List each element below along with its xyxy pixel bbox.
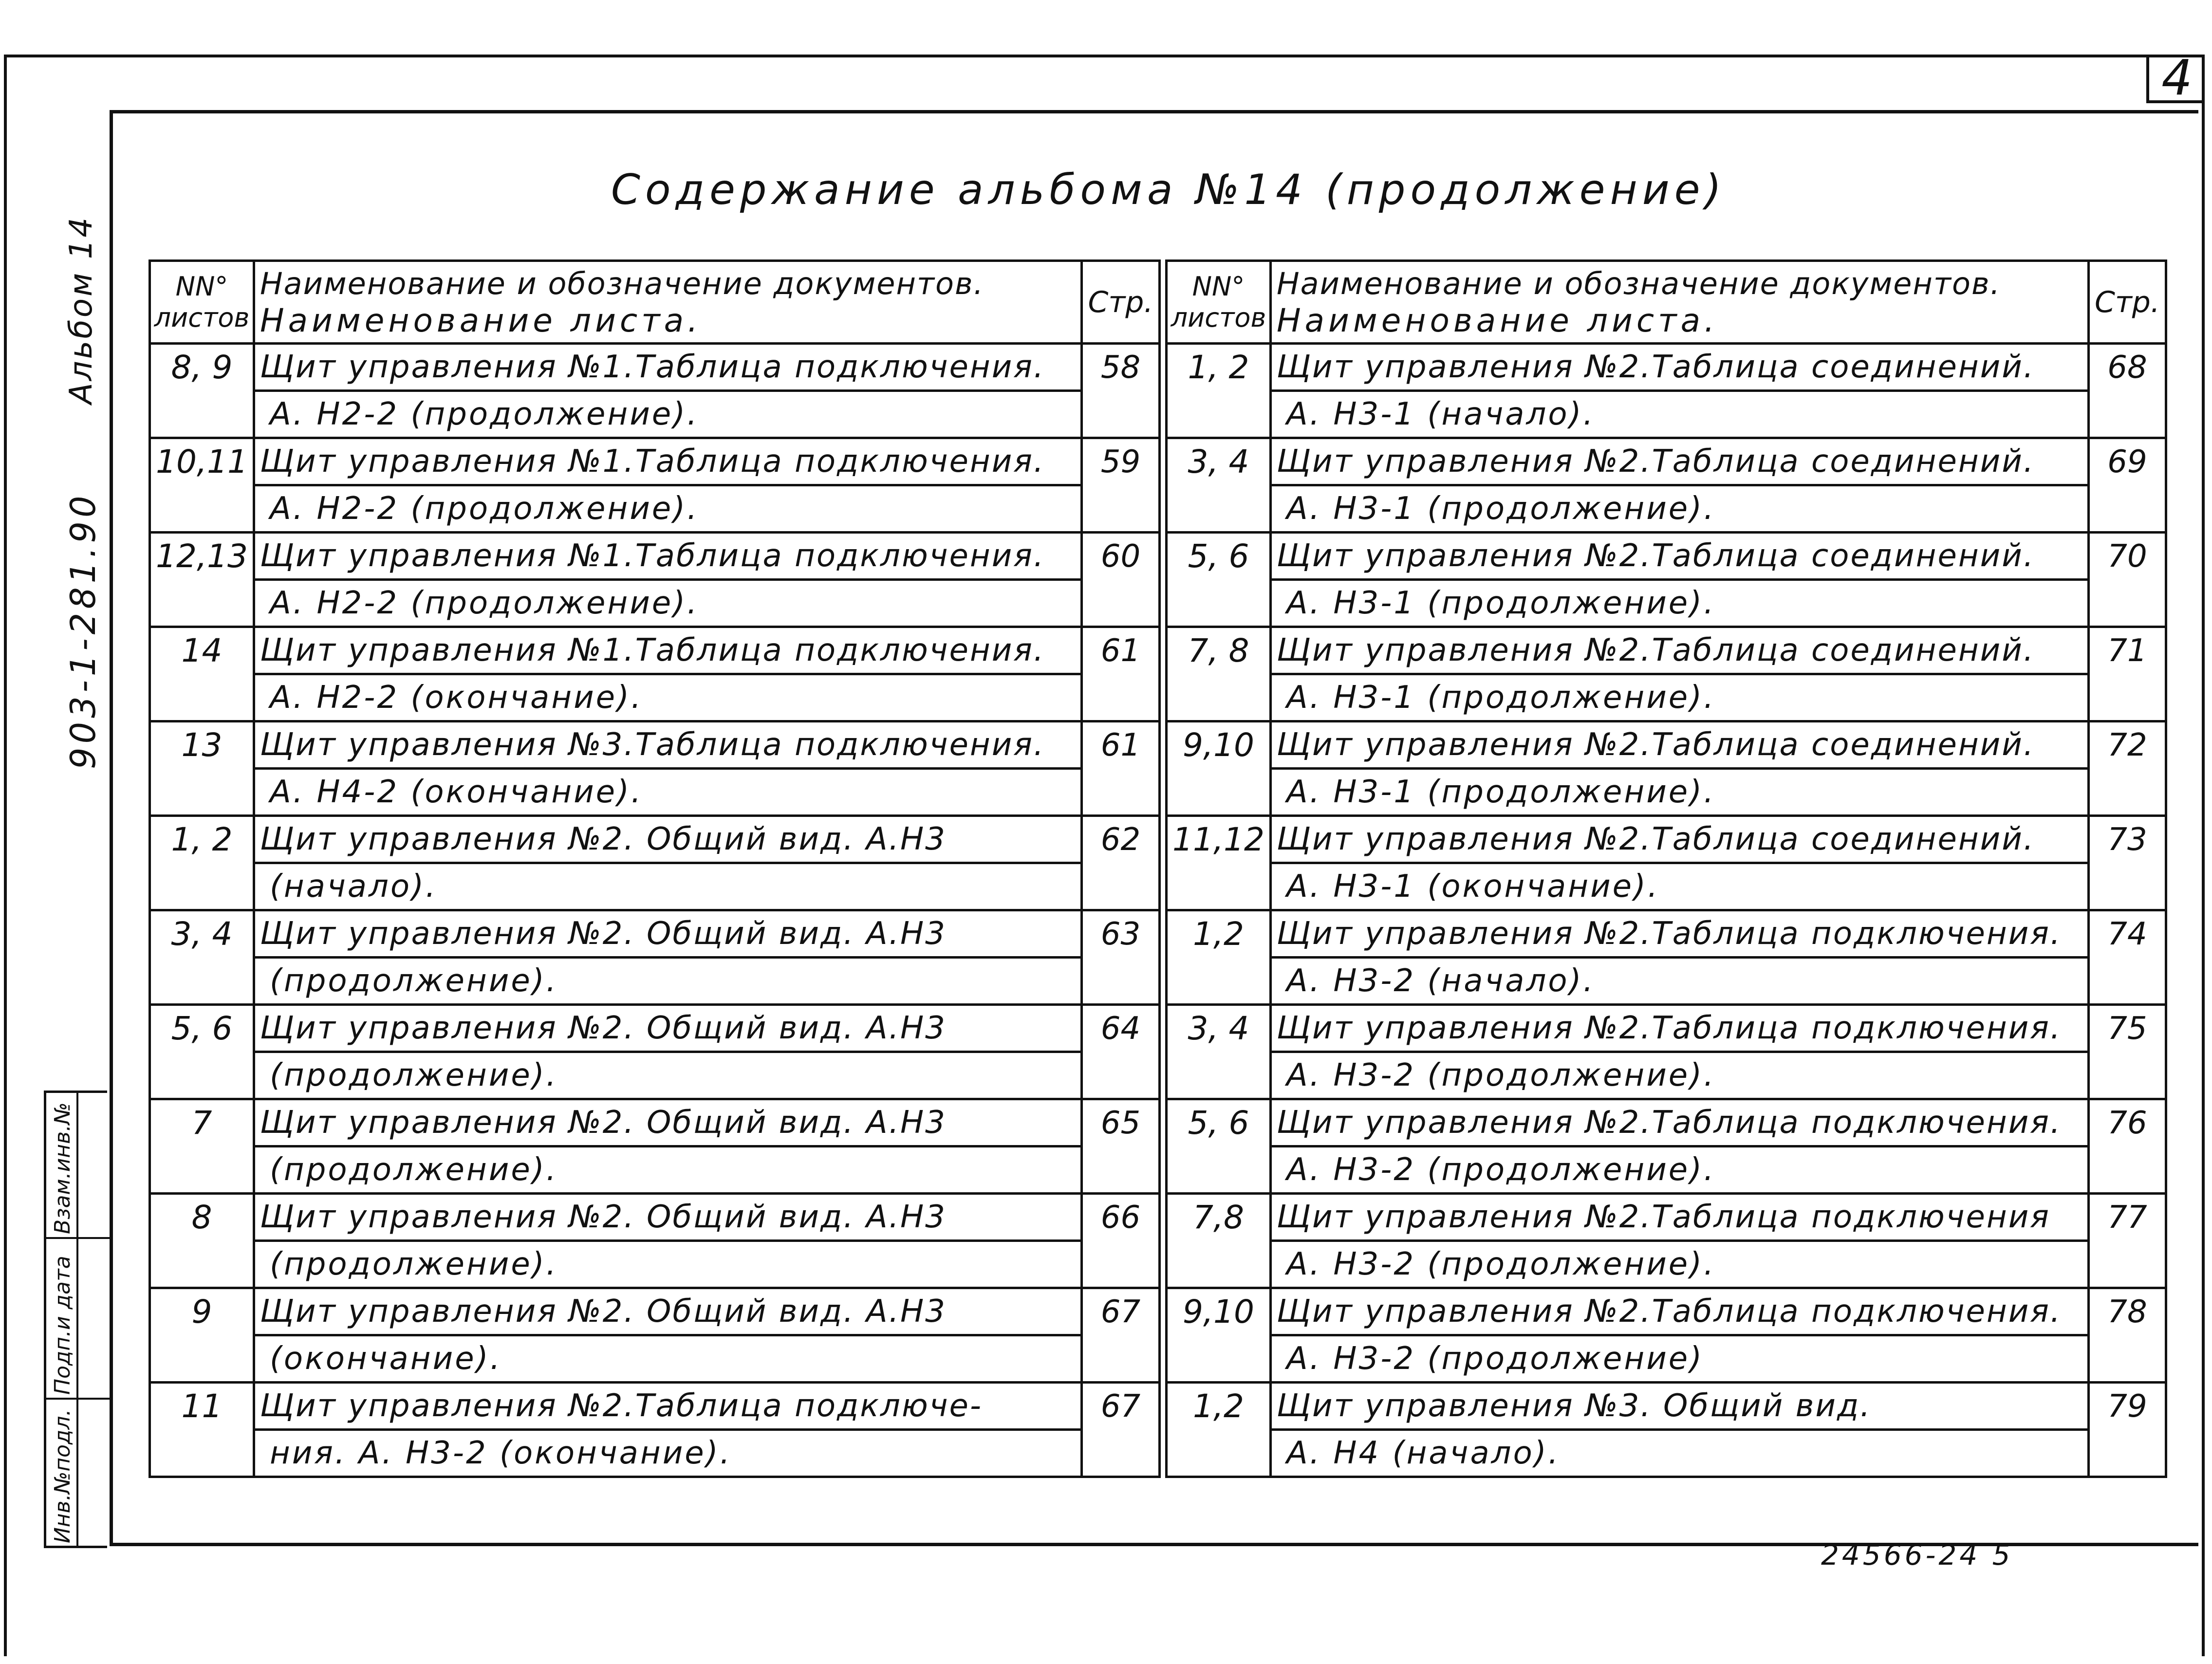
side-stamp: [44, 1091, 107, 1548]
page-number-cell: 76: [2088, 1099, 2166, 1146]
page-number-cell: 70: [2088, 533, 2166, 580]
table-row-continuation: [1167, 485, 2166, 533]
table-row-continuation: [150, 863, 1160, 910]
page-number-cell: 74: [2088, 910, 2166, 958]
table-row: [150, 816, 1160, 863]
sheet-number-cell: 10,11: [150, 438, 254, 485]
header-num-line2: листов: [1171, 302, 1266, 333]
table-row: [150, 1194, 1160, 1241]
header-num-line2: листов: [154, 302, 250, 333]
table-row-continuation: [1167, 769, 2166, 816]
document-name-cell: Щит управления №2. Общий вид. А.Н3: [254, 910, 1081, 958]
sheet-number-cell: 1, 2: [150, 816, 254, 863]
contents-table-right: [1165, 259, 2167, 1478]
empty-cell: [1167, 1430, 1271, 1477]
empty-cell: [1081, 769, 1159, 816]
page-title: Содержание альбома №14 (продолжение): [611, 166, 1727, 214]
document-name-continuation-cell: (продолжение).: [254, 958, 1081, 1005]
sheet-number-cell: 3, 4: [1167, 1005, 1271, 1052]
page-number-cell: 69: [2088, 438, 2166, 485]
table-row-continuation: [1167, 958, 2166, 1005]
sheet-number-cell: 11,12: [1167, 816, 1271, 863]
document-name-cell: Щит управления №2.Таблица соединений.: [1270, 816, 2088, 863]
document-name-cell: Щит управления №1.Таблица подключения.: [254, 344, 1081, 391]
page-number-cell: 79: [2088, 1383, 2166, 1430]
sheet-number: 4: [2146, 55, 2205, 103]
page-number-cell: 60: [1081, 533, 1159, 580]
page-number-cell: 77: [2088, 1194, 2166, 1241]
table-row-continuation: [150, 485, 1160, 533]
sheet-number-cell: 7: [150, 1099, 254, 1146]
table-row-continuation: [1167, 674, 2166, 721]
empty-cell: [1167, 1335, 1271, 1383]
document-name-continuation-cell: (окончание).: [254, 1335, 1081, 1383]
page-number-cell: 59: [1081, 438, 1159, 485]
document-name-cell: Щит управления №2. Общий вид. А.Н3: [254, 816, 1081, 863]
table-row: [1167, 344, 2166, 391]
empty-cell: [1167, 580, 1271, 627]
sheet-number-cell: 3, 4: [150, 910, 254, 958]
sheet-number-cell: 14: [150, 627, 254, 674]
sheet-number-cell: 5, 6: [1167, 533, 1271, 580]
document-name-cell: Щит управления №3.Таблица подключения.: [254, 721, 1081, 769]
document-name-cell: Щит управления №2.Таблица подключения.: [1270, 1005, 2088, 1052]
header-name-line1: Наименование и обозначение документов.: [260, 265, 985, 301]
table-row: [150, 910, 1160, 958]
table-row: [1167, 533, 2166, 580]
header-page: Стр.: [2088, 261, 2166, 344]
stamp-vzam-inv: Взам.инв.№: [50, 1102, 75, 1234]
empty-cell: [2088, 1052, 2166, 1099]
page-number-cell: 61: [1081, 721, 1159, 769]
page-number-cell: 61: [1081, 627, 1159, 674]
empty-cell: [150, 1146, 254, 1194]
document-name-continuation-cell: А. Н2-2 (продолжение).: [254, 391, 1081, 438]
sheet-number-cell: 8, 9: [150, 344, 254, 391]
sheet-number-cell: 8: [150, 1194, 254, 1241]
empty-cell: [150, 391, 254, 438]
header-num-line1: NN°: [1192, 271, 1245, 302]
document-name-continuation-cell: А. Н3-1 (продолжение).: [1270, 674, 2088, 721]
sheet-number-cell: 9,10: [1167, 721, 1271, 769]
table-row: [1167, 1005, 2166, 1052]
table-row-continuation: [150, 1430, 1160, 1477]
document-name-continuation-cell: ния. А. Н3-2 (окончание).: [254, 1430, 1081, 1477]
document-name-cell: Щит управления №2. Общий вид. А.Н3: [254, 1288, 1081, 1335]
table-row-continuation: [1167, 1335, 2166, 1383]
empty-cell: [2088, 674, 2166, 721]
empty-cell: [2088, 1335, 2166, 1383]
sheet-number-cell: 5, 6: [150, 1005, 254, 1052]
document-name-cell: Щит управления №2.Таблица соединений.: [1270, 533, 2088, 580]
sheet-number-cell: 1,2: [1167, 910, 1271, 958]
table-row-continuation: [150, 1241, 1160, 1288]
contents-body-right: [1167, 344, 2166, 1477]
document-name-cell: Щит управления №2.Таблица соединений.: [1270, 344, 2088, 391]
empty-cell: [1167, 1052, 1271, 1099]
empty-cell: [2088, 1241, 2166, 1288]
empty-cell: [150, 1052, 254, 1099]
page-number-cell: 68: [2088, 344, 2166, 391]
empty-cell: [1081, 1335, 1159, 1383]
table-row: [1167, 910, 2166, 958]
document-name-continuation-cell: А. Н3-1 (продолжение).: [1270, 580, 2088, 627]
stamp-value-podp: [78, 1239, 111, 1400]
empty-cell: [150, 1335, 254, 1383]
table-row: [150, 344, 1160, 391]
page-number-cell: 67: [1081, 1383, 1159, 1430]
document-name-continuation-cell: А. Н2-2 (продолжение).: [254, 485, 1081, 533]
document-name-continuation-cell: А. Н3-1 (начало).: [1270, 391, 2088, 438]
empty-cell: [1167, 1241, 1271, 1288]
document-name-cell: Щит управления №3. Общий вид.: [1270, 1383, 2088, 1430]
document-name-cell: Щит управления №2. Общий вид. А.Н3: [254, 1194, 1081, 1241]
table-row: [1167, 1099, 2166, 1146]
table-row: [1167, 1194, 2166, 1241]
document-name-cell: Щит управления №1.Таблица подключения.: [254, 627, 1081, 674]
table-row: [150, 721, 1160, 769]
page-number-cell: 62: [1081, 816, 1159, 863]
page-number-cell: 72: [2088, 721, 2166, 769]
page-number-cell: 67: [1081, 1288, 1159, 1335]
sheet-number-cell: 7, 8: [1167, 627, 1271, 674]
empty-cell: [150, 769, 254, 816]
empty-cell: [1081, 1430, 1159, 1477]
empty-cell: [1167, 958, 1271, 1005]
stamp-value-vzam: [78, 1093, 111, 1239]
stamp-inv-podl: Инв.№подл.: [50, 1409, 75, 1543]
empty-cell: [1081, 1146, 1159, 1194]
document-name-continuation-cell: (продолжение).: [254, 1146, 1081, 1194]
document-name-continuation-cell: А. Н2-2 (продолжение).: [254, 580, 1081, 627]
table-row-continuation: [1167, 863, 2166, 910]
table-row-continuation: [150, 769, 1160, 816]
table-row: [150, 533, 1160, 580]
sheet-number-cell: 13: [150, 721, 254, 769]
sheet-number-cell: 5, 6: [1167, 1099, 1271, 1146]
contents-body-left: [150, 344, 1160, 1477]
document-name-cell: Щит управления №2. Общий вид. А.Н3: [254, 1099, 1081, 1146]
sheet-number-cell: 9: [150, 1288, 254, 1335]
page-number-cell: 75: [2088, 1005, 2166, 1052]
contents-table-left: [149, 259, 1161, 1478]
stamp-column-labels: [46, 1093, 78, 1546]
empty-cell: [150, 863, 254, 910]
document-name-cell: Щит управления №2. Общий вид. А.Н3: [254, 1005, 1081, 1052]
empty-cell: [150, 958, 254, 1005]
empty-cell: [1081, 1052, 1159, 1099]
document-name-continuation-cell: А. Н2-2 (окончание).: [254, 674, 1081, 721]
document-name-cell: Щит управления №2.Таблица подключения.: [1270, 1099, 2088, 1146]
table-row-continuation: [1167, 1052, 2166, 1099]
table-header-row: [150, 261, 1160, 344]
document-name-continuation-cell: А. Н3-2 (начало).: [1270, 958, 2088, 1005]
empty-cell: [1167, 391, 1271, 438]
header-page: Стр.: [1081, 261, 1159, 344]
document-name-continuation-cell: А. Н3-2 (продолжение).: [1270, 1241, 2088, 1288]
stamp-column-values: [78, 1093, 111, 1546]
empty-cell: [150, 1430, 254, 1477]
document-name-cell: Щит управления №2.Таблица подключения: [1270, 1194, 2088, 1241]
table-row-continuation: [1167, 1430, 2166, 1477]
empty-cell: [1081, 958, 1159, 1005]
empty-cell: [2088, 485, 2166, 533]
table-row: [1167, 721, 2166, 769]
sheet-number-cell: 7,8: [1167, 1194, 1271, 1241]
empty-cell: [150, 1241, 254, 1288]
sheet-number-cell: 9,10: [1167, 1288, 1271, 1335]
album-label: Альбом 14: [63, 215, 99, 404]
header-num: [150, 261, 254, 344]
header-num-line1: NN°: [175, 271, 228, 302]
table-row: [150, 1288, 1160, 1335]
table-row: [1167, 1383, 2166, 1430]
document-name-cell: Щит управления №2.Таблица соединений.: [1270, 438, 2088, 485]
empty-cell: [2088, 863, 2166, 910]
sheet-number-cell: 11: [150, 1383, 254, 1430]
empty-cell: [150, 485, 254, 533]
table-row-continuation: [1167, 1146, 2166, 1194]
document-name-continuation-cell: А. Н3-2 (продолжение).: [1270, 1146, 2088, 1194]
empty-cell: [1167, 674, 1271, 721]
page-number-cell: 71: [2088, 627, 2166, 674]
table-row-continuation: [150, 580, 1160, 627]
table-row: [1167, 1288, 2166, 1335]
empty-cell: [150, 674, 254, 721]
table-row-continuation: [150, 1335, 1160, 1383]
empty-cell: [1081, 863, 1159, 910]
empty-cell: [150, 580, 254, 627]
document-name-continuation-cell: (начало).: [254, 863, 1081, 910]
header-name-line1: Наименование и обозначение документов.: [1276, 265, 2001, 301]
page-number-cell: 78: [2088, 1288, 2166, 1335]
document-name-cell: Щит управления №2.Таблица соединений.: [1270, 721, 2088, 769]
footer-code: 24566-24 5: [1821, 1538, 2013, 1572]
stamp-podp-data: Подп.и дата: [50, 1256, 75, 1395]
sheet-number-cell: 12,13: [150, 533, 254, 580]
table-row-continuation: [150, 674, 1160, 721]
document-name-continuation-cell: А. Н4-2 (окончание).: [254, 769, 1081, 816]
document-code: 903-1-281.90: [63, 492, 103, 769]
empty-cell: [1081, 485, 1159, 533]
empty-cell: [2088, 1146, 2166, 1194]
header-name: [1270, 261, 2088, 344]
table-row: [1167, 816, 2166, 863]
header-name-line2: Наименование листа.: [260, 301, 702, 339]
table-row: [150, 627, 1160, 674]
empty-cell: [1167, 769, 1271, 816]
header-name: [254, 261, 1081, 344]
empty-cell: [2088, 1430, 2166, 1477]
document-name-cell: Щит управления №2.Таблица подключе-: [254, 1383, 1081, 1430]
table-row: [1167, 627, 2166, 674]
table-row-continuation: [1167, 391, 2166, 438]
document-name-continuation-cell: А. Н3-2 (продолжение).: [1270, 1052, 2088, 1099]
table-row-continuation: [1167, 580, 2166, 627]
table-row: [150, 1383, 1160, 1430]
sheet-number-cell: 3, 4: [1167, 438, 1271, 485]
empty-cell: [1167, 485, 1271, 533]
document-name-continuation-cell: А. Н3-1 (продолжение).: [1270, 769, 2088, 816]
table-row: [1167, 438, 2166, 485]
empty-cell: [1167, 1146, 1271, 1194]
page-number-cell: 66: [1081, 1194, 1159, 1241]
document-name-cell: Щит управления №1.Таблица подключения.: [254, 533, 1081, 580]
document-name-cell: Щит управления №2.Таблица соединений.: [1270, 627, 2088, 674]
document-name-cell: Щит управления №2.Таблица подключения.: [1270, 910, 2088, 958]
empty-cell: [1081, 674, 1159, 721]
document-name-continuation-cell: (продолжение).: [254, 1241, 1081, 1288]
table-row: [150, 1099, 1160, 1146]
empty-cell: [2088, 769, 2166, 816]
empty-cell: [1081, 580, 1159, 627]
page-number-cell: 73: [2088, 816, 2166, 863]
empty-cell: [2088, 580, 2166, 627]
table-row: [150, 1005, 1160, 1052]
empty-cell: [1081, 1241, 1159, 1288]
document-name-continuation-cell: (продолжение).: [254, 1052, 1081, 1099]
header-name-line2: Наименование листа.: [1276, 301, 1719, 339]
page-number-cell: 58: [1081, 344, 1159, 391]
sheet-number-cell: 1, 2: [1167, 344, 1271, 391]
empty-cell: [1081, 391, 1159, 438]
table-row-continuation: [150, 1052, 1160, 1099]
table-row-continuation: [150, 1146, 1160, 1194]
table-row-continuation: [150, 958, 1160, 1005]
document-name-continuation-cell: А. Н3-2 (продолжение): [1270, 1335, 2088, 1383]
sheet-number-cell: 1,2: [1167, 1383, 1271, 1430]
document-name-cell: Щит управления №2.Таблица подключения.: [1270, 1288, 2088, 1335]
document-name-continuation-cell: А. Н3-1 (продолжение).: [1270, 485, 2088, 533]
table-row-continuation: [1167, 1241, 2166, 1288]
page-number-cell: 63: [1081, 910, 1159, 958]
empty-cell: [2088, 391, 2166, 438]
table-header-row: [1167, 261, 2166, 344]
header-num: [1167, 261, 1271, 344]
table-row-continuation: [150, 391, 1160, 438]
page-number-cell: 64: [1081, 1005, 1159, 1052]
page-number-cell: 65: [1081, 1099, 1159, 1146]
empty-cell: [1167, 863, 1271, 910]
document-name-continuation-cell: А. Н3-1 (окончание).: [1270, 863, 2088, 910]
empty-cell: [2088, 958, 2166, 1005]
table-row: [150, 438, 1160, 485]
document-name-continuation-cell: А. Н4 (начало).: [1270, 1430, 2088, 1477]
document-name-cell: Щит управления №1.Таблица подключения.: [254, 438, 1081, 485]
